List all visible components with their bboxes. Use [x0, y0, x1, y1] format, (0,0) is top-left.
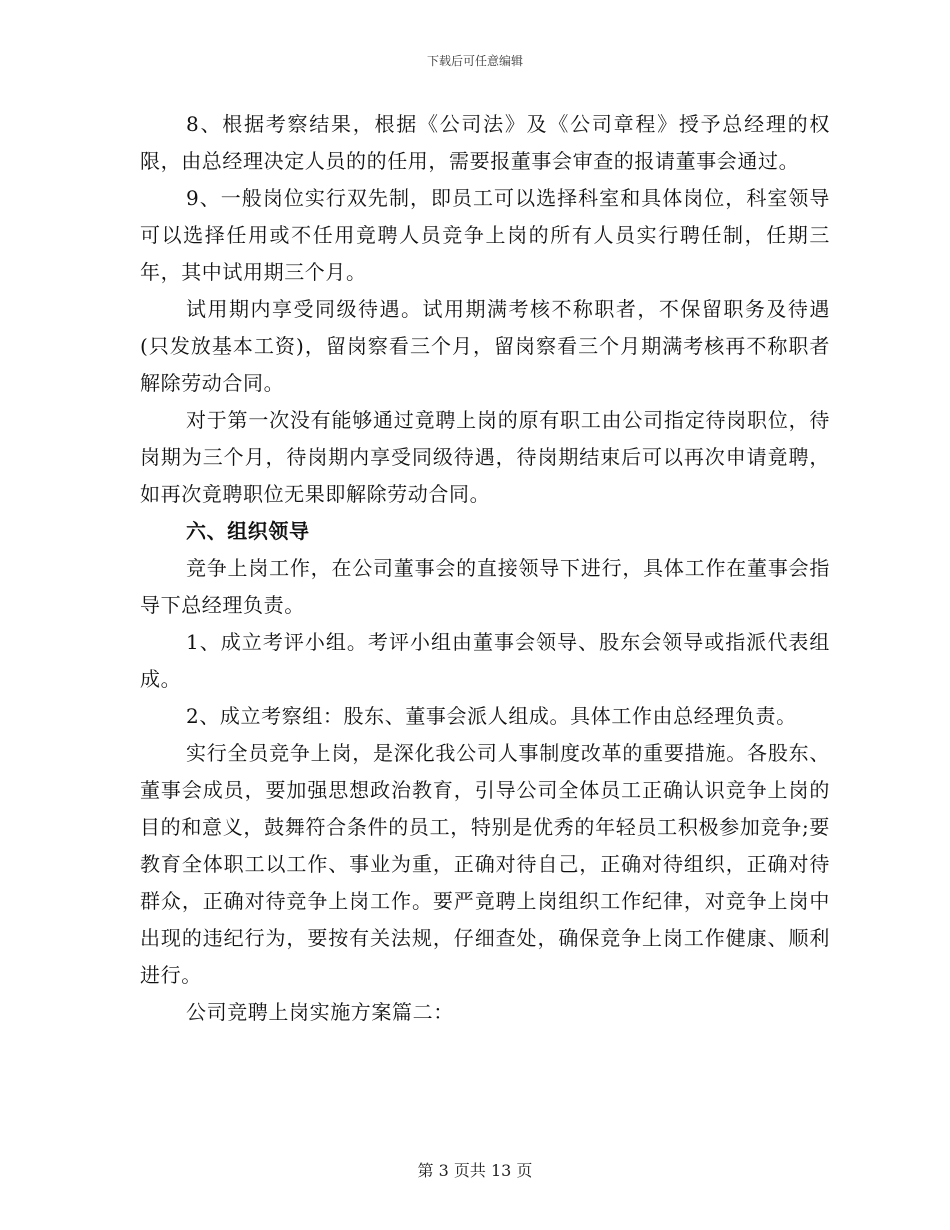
paragraph-evaluation-group: 1、成立考评小组。考评小组由董事会领导、股东会领导或指派代表组成。: [140, 630, 830, 691]
paragraph-probation: 试用期内享受同级待遇。试用期满考核不称职者，不保留职务及待遇(只发放基本工资)，留岗察看三个月，留岗察看三个月期满考核再不称职者解除劳动合同。: [140, 297, 830, 395]
paragraph-item-8: 8、根据考察结果，根据《公司法》及《公司章程》授予总经理的权限，由总经理决定人员的的任用，需要报董事会审查的报请董事会通过。: [140, 112, 830, 173]
paragraph-plan-two-title: 公司竞聘上岗实施方案篇二：: [186, 1000, 454, 1024]
page-header: 下载后可任意编辑: [426, 54, 523, 68]
section-heading-organization: 六、组织领导: [186, 519, 310, 543]
paragraph-reform-measures: 实行全员竞争上岗，是深化我公司人事制度改革的重要措施。各股东、董事会成员，要加强思想政治教育，引导公司全体员工正确认识竞争上岗的目的和意义，鼓舞符合条件的员工，特别是优秀的年轻员工积极参加竞争;要教育全体职工以工作、事业为重，正确对待自己，正确对待组织，正确对待群众，正确对待竞争上岗工作。要严竟聘上岗组织工作纪律，对竞争上岗中出现的违纪行为，要按有关法规，仔细查处，确保竞争上岗工作健康、顺利进行。: [140, 741, 830, 987]
paragraph-standby-post: 对于第一次没有能够通过竟聘上岗的原有职工由公司指定待岗职位，待岗期为三个月，待岗期内享受同级待遇，待岗期结束后可以再次申请竟聘，如再次竟聘职位无果即解除劳动合同。: [140, 408, 830, 506]
paragraph-leadership: 竞争上岗工作，在公司董事会的直接领导下进行，具体工作在董事会指导下总经理负责。: [140, 556, 830, 617]
page-footer: 第 3 页共 13 页: [417, 1161, 533, 1180]
document-body: [140, 106, 830, 1031]
paragraph-inspection-group: 2、成立考察组：股东、董事会派人组成。具体工作由总经理负责。: [186, 704, 797, 728]
paragraph-item-9: 9、一般岗位实行双先制，即员工可以选择科室和具体岗位，科室领导可以选择任用或不任用竟聘人员竞争上岗的所有人员实行聘任制，任期三年，其中试用期三个月。: [140, 186, 830, 284]
